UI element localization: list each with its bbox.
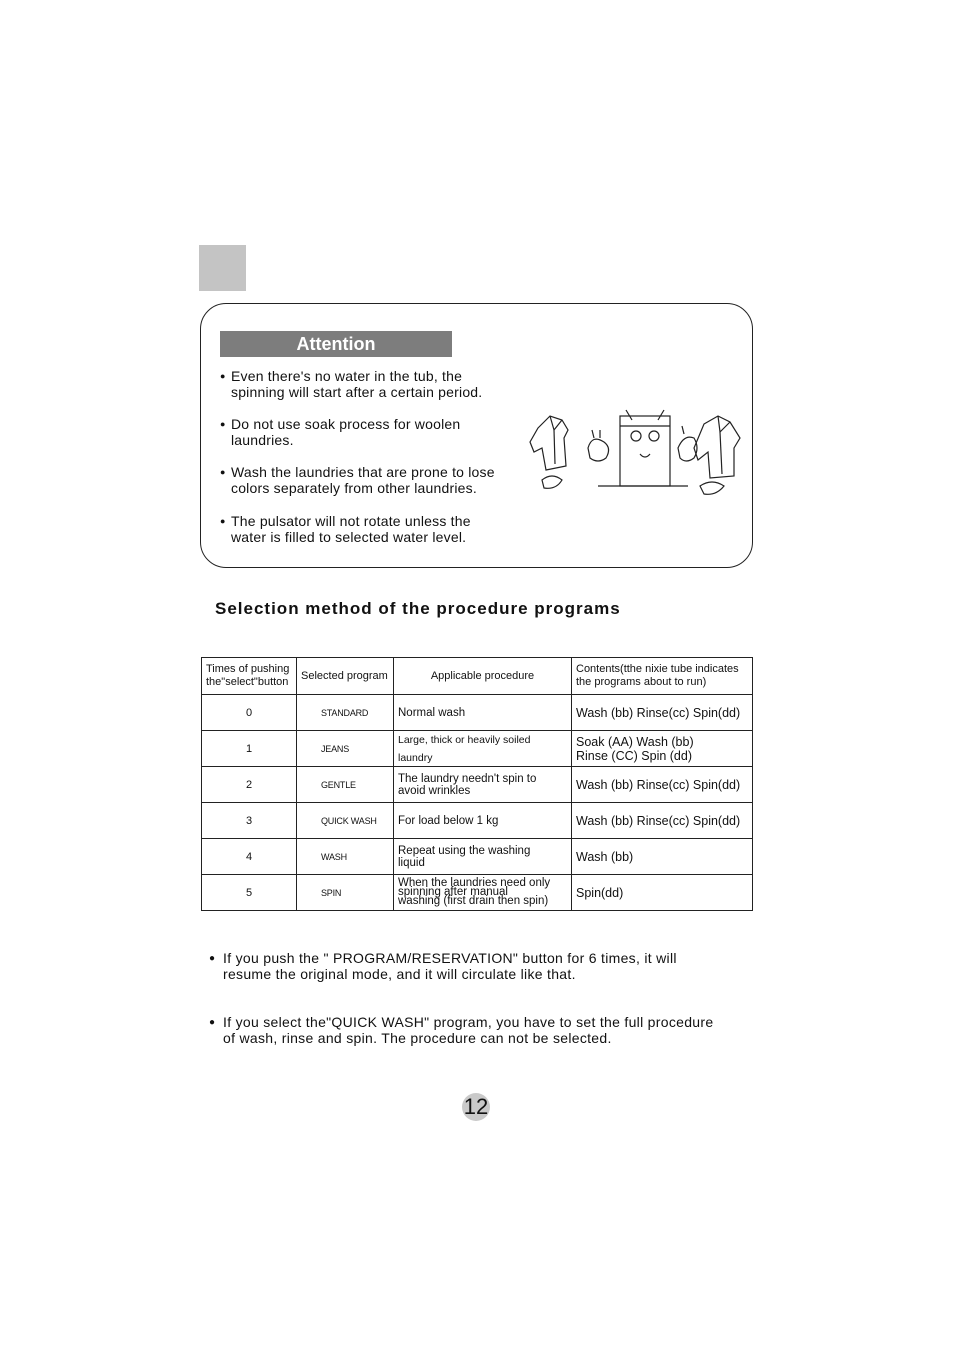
attention-bullet-4 — [231, 513, 471, 545]
cell-program: SPIN — [297, 875, 394, 911]
cell-contents: Wash (bb) Rinse(cc) Spin(dd) — [572, 695, 753, 731]
cell-program: WASH — [297, 839, 394, 875]
program-table — [201, 657, 753, 911]
cell-times: 1 — [202, 731, 297, 767]
note-line: of wash, rinse and spin. The procedure can not be selected. — [223, 1030, 612, 1046]
page-number: 12 — [463, 1094, 489, 1119]
cell-times: 5 — [202, 875, 297, 911]
cell-procedure: For load below 1 kg — [394, 803, 572, 839]
cell-contents: Wash (bb) — [572, 839, 753, 875]
cell-line: spinning after manual — [398, 886, 508, 898]
note-2 — [223, 1014, 763, 1046]
bullet-line: ● Wash the laundries that are prone to lose — [231, 464, 495, 480]
cell-line: washing (first drain then spin) — [398, 895, 549, 907]
cell-program: JEANS — [297, 731, 394, 767]
table-row — [202, 803, 753, 839]
cell-line: liquid — [398, 856, 425, 869]
cell-times: 4 — [202, 839, 297, 875]
attention-bullet-1 — [231, 368, 482, 400]
washing-machine-illustration — [528, 408, 746, 500]
cell-contents: Spin(dd) — [572, 875, 753, 911]
bullet-line: ● Even there's no water in the tub, the — [231, 368, 463, 384]
bullet-line: laundries. — [231, 432, 294, 448]
header-contents — [572, 658, 753, 695]
header-line: the programs about to run) — [576, 676, 707, 688]
header-procedure: Applicable procedure — [394, 658, 572, 695]
attention-bullet-2 — [231, 416, 460, 448]
note-line: ● If you push the " PROGRAM/RESERVATION" button for 6 times, it will — [223, 950, 677, 966]
table-row — [202, 695, 753, 731]
cell-line: laundry — [398, 751, 433, 764]
table-row — [202, 731, 753, 767]
header-line: Times of pushing — [206, 663, 290, 675]
table-row — [202, 839, 753, 875]
section-marker-square — [199, 245, 246, 291]
header-times — [202, 658, 297, 695]
cell-line: Rinse (CC) Spin (dd) — [576, 748, 693, 763]
cell-line: Repeat using the washing — [398, 844, 531, 857]
table-row — [202, 875, 753, 911]
section-title: Selection method of the procedure programs — [215, 599, 621, 618]
bullet-line: ● Do not use soak process for woolen — [231, 416, 461, 432]
cell-procedure — [394, 767, 572, 803]
header-line: Contents(tthe nixie tube indicates — [576, 663, 739, 675]
cell-times: 3 — [202, 803, 297, 839]
bullet-line: spinning will start after a certain period. — [231, 384, 483, 400]
cell-contents: Wash (bb) Rinse(cc) Spin(dd) — [572, 803, 753, 839]
attention-title: Attention — [220, 331, 452, 357]
cell-procedure — [394, 839, 572, 875]
cell-times: 2 — [202, 767, 297, 803]
cell-program: GENTLE — [297, 767, 394, 803]
cell-program: QUICK WASH — [297, 803, 394, 839]
bullet-line: colors separately from other laundries. — [231, 480, 477, 496]
table-header-row — [202, 658, 753, 695]
note-1 — [223, 950, 763, 982]
attention-bullet-3 — [231, 464, 495, 496]
cell-times: 0 — [202, 695, 297, 731]
note-line: resume the original mode, and it will circulate like that. — [223, 966, 576, 982]
cell-procedure — [394, 731, 572, 767]
note-line: ● If you select the"QUICK WASH" program, you have to set the full procedure — [223, 1014, 714, 1030]
bullet-line: ● The pulsator will not rotate unless the — [231, 513, 471, 529]
cell-line: When the laundries need only — [398, 877, 551, 889]
cell-line: The laundry needn't spin to — [398, 772, 537, 785]
cell-contents: Wash (bb) Rinse(cc) Spin(dd) — [572, 767, 753, 803]
cell-line: Soak (AA) Wash (bb) — [576, 734, 694, 749]
bullet-line: water is filled to selected water level. — [231, 529, 467, 545]
header-line: the"select"button — [206, 676, 289, 688]
cell-line: avoid wrinkles — [398, 784, 471, 797]
cell-program: STANDARD — [297, 695, 394, 731]
table-row — [202, 767, 753, 803]
header-program: Selected program — [297, 658, 394, 695]
cell-contents — [572, 731, 753, 767]
cell-procedure — [394, 875, 572, 911]
cell-line: Large, thick or heavily soiled — [398, 733, 531, 746]
cell-procedure: Normal wash — [394, 695, 572, 731]
